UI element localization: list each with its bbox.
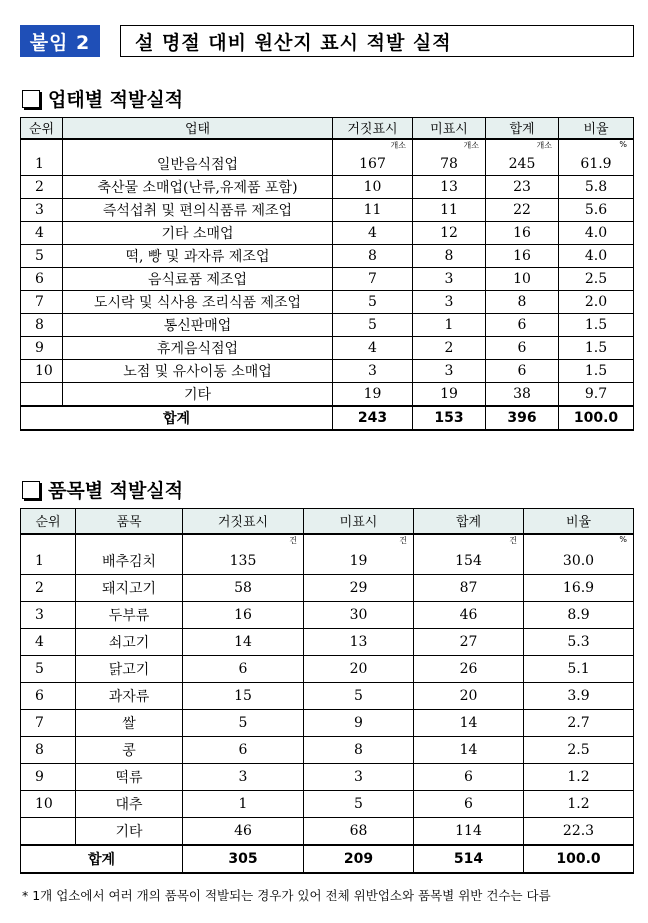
rank-cell: 8 <box>21 314 63 337</box>
unlabeled-cell: 1 <box>413 314 486 337</box>
category-cell: 콩 <box>76 737 183 764</box>
total-cell: 14 <box>414 710 524 737</box>
category-cell: 휴게음식점업 <box>63 337 333 360</box>
ratio-cell: 1.5 <box>559 337 634 360</box>
rank-cell: 6 <box>21 268 63 291</box>
unit-label: % <box>559 139 634 153</box>
table-row <box>21 176 634 199</box>
rank-cell <box>21 818 76 845</box>
total-row <box>21 406 634 430</box>
category-cell: 통신판매업 <box>63 314 333 337</box>
unlabeled-cell: 9 <box>304 710 414 737</box>
category-cell: 일반음식점업 <box>63 153 333 176</box>
category-cell: 두부류 <box>76 602 183 629</box>
unlabeled-cell: 19 <box>304 548 414 575</box>
total-value: 396 <box>486 406 559 430</box>
total-cell: 6 <box>414 764 524 791</box>
false-label-cell: 10 <box>333 176 413 199</box>
unit-cell-empty <box>63 139 333 153</box>
unit-label: 개소 <box>333 139 413 153</box>
unlabeled-cell: 13 <box>413 176 486 199</box>
table-row <box>21 764 634 791</box>
category-cell: 쌀 <box>76 710 183 737</box>
total-value: 153 <box>413 406 486 430</box>
ratio-cell: 5.1 <box>524 656 634 683</box>
section1-heading <box>22 85 183 112</box>
ratio-cell: 4.0 <box>559 222 634 245</box>
rank-cell: 10 <box>21 791 76 818</box>
category-cell: 떡류 <box>76 764 183 791</box>
false-label-cell: 3 <box>183 764 304 791</box>
rank-cell: 6 <box>21 683 76 710</box>
total-cell: 245 <box>486 153 559 176</box>
table-row <box>21 291 634 314</box>
false-label-cell: 16 <box>183 602 304 629</box>
false-label-cell: 4 <box>333 222 413 245</box>
table-row <box>21 548 634 575</box>
false-label-cell: 7 <box>333 268 413 291</box>
attachment-badge: 붙임 2 <box>20 25 100 57</box>
column-header: 업태 <box>63 118 333 139</box>
ratio-cell: 1.5 <box>559 314 634 337</box>
ratio-cell: 9.7 <box>559 383 634 406</box>
unit-cell-empty <box>21 534 76 548</box>
ratio-cell: 1.5 <box>559 360 634 383</box>
unlabeled-cell: 2 <box>413 337 486 360</box>
total-cell: 26 <box>414 656 524 683</box>
ratio-cell: 5.3 <box>524 629 634 656</box>
rank-cell: 2 <box>21 575 76 602</box>
false-label-cell: 58 <box>183 575 304 602</box>
ratio-cell: 30.0 <box>524 548 634 575</box>
false-label-cell: 6 <box>183 737 304 764</box>
total-cell: 154 <box>414 548 524 575</box>
ratio-cell: 61.9 <box>559 153 634 176</box>
table-row <box>21 656 634 683</box>
false-label-cell: 5 <box>183 710 304 737</box>
category-cell: 음식료품 제조업 <box>63 268 333 291</box>
category-cell: 대추 <box>76 791 183 818</box>
total-value: 305 <box>183 845 304 873</box>
unlabeled-cell: 68 <box>304 818 414 845</box>
unlabeled-cell: 3 <box>413 268 486 291</box>
unit-label: 건 <box>304 534 414 548</box>
total-cell: 6 <box>414 791 524 818</box>
column-header: 순위 <box>21 118 63 139</box>
column-header: 거짓표시 <box>183 509 304 534</box>
false-label-cell: 3 <box>333 360 413 383</box>
table-row <box>21 737 634 764</box>
rank-cell: 4 <box>21 222 63 245</box>
unit-row <box>21 139 634 153</box>
total-cell: 27 <box>414 629 524 656</box>
section1-title: 업태별 적발실적 <box>48 89 184 111</box>
unlabeled-cell: 20 <box>304 656 414 683</box>
unlabeled-cell: 19 <box>413 383 486 406</box>
column-header: 미표시 <box>304 509 414 534</box>
table-row <box>21 710 634 737</box>
unlabeled-cell: 78 <box>413 153 486 176</box>
category-cell: 과자류 <box>76 683 183 710</box>
false-label-cell: 8 <box>333 245 413 268</box>
false-label-cell: 46 <box>183 818 304 845</box>
category-cell: 배추김치 <box>76 548 183 575</box>
column-header: 합계 <box>486 118 559 139</box>
unlabeled-cell: 8 <box>304 737 414 764</box>
category-cell: 기타 소매업 <box>63 222 333 245</box>
total-cell: 23 <box>486 176 559 199</box>
false-label-cell: 1 <box>183 791 304 818</box>
ratio-cell: 22.3 <box>524 818 634 845</box>
category-cell: 노점 및 유사이동 소매업 <box>63 360 333 383</box>
category-cell: 축산물 소매업(난류,유제품 포함) <box>63 176 333 199</box>
unlabeled-cell: 3 <box>413 360 486 383</box>
false-label-cell: 167 <box>333 153 413 176</box>
total-row <box>21 845 634 873</box>
table-row <box>21 683 634 710</box>
column-header: 거짓표시 <box>333 118 413 139</box>
ratio-cell: 1.2 <box>524 764 634 791</box>
document-header <box>20 25 634 57</box>
ratio-cell: 2.0 <box>559 291 634 314</box>
false-label-cell: 15 <box>183 683 304 710</box>
total-cell: 16 <box>486 245 559 268</box>
table-row <box>21 575 634 602</box>
document-title: 설 명절 대비 원산지 표시 적발 실적 <box>120 25 634 57</box>
unit-cell-empty <box>21 139 63 153</box>
table-row <box>21 337 634 360</box>
table-row <box>21 629 634 656</box>
unlabeled-cell: 29 <box>304 575 414 602</box>
total-cell: 46 <box>414 602 524 629</box>
unit-label: 개소 <box>413 139 486 153</box>
category-cell: 즉석섭취 및 편의식품류 제조업 <box>63 199 333 222</box>
false-label-cell: 11 <box>333 199 413 222</box>
ratio-cell: 5.8 <box>559 176 634 199</box>
table-row <box>21 268 634 291</box>
table-row <box>21 245 634 268</box>
category-cell: 떡, 빵 및 과자류 제조업 <box>63 245 333 268</box>
ratio-cell: 5.6 <box>559 199 634 222</box>
table-row <box>21 222 634 245</box>
total-cell: 38 <box>486 383 559 406</box>
column-header: 비율 <box>559 118 634 139</box>
category-cell: 기타 <box>76 818 183 845</box>
rank-cell: 1 <box>21 153 63 176</box>
ratio-cell: 16.9 <box>524 575 634 602</box>
total-cell: 87 <box>414 575 524 602</box>
column-header: 미표시 <box>413 118 486 139</box>
ratio-cell: 4.0 <box>559 245 634 268</box>
unit-cell-empty <box>76 534 183 548</box>
false-label-cell: 19 <box>333 383 413 406</box>
rank-cell: 3 <box>21 602 76 629</box>
rank-cell: 5 <box>21 656 76 683</box>
column-header: 비율 <box>524 509 634 534</box>
total-value: 209 <box>304 845 414 873</box>
total-value: 243 <box>333 406 413 430</box>
table-row <box>21 383 634 406</box>
unit-label: 건 <box>414 534 524 548</box>
rank-cell: 2 <box>21 176 63 199</box>
unlabeled-cell: 8 <box>413 245 486 268</box>
unlabeled-cell: 12 <box>413 222 486 245</box>
section2-title: 품목별 적발실적 <box>48 480 184 502</box>
section2-heading <box>22 476 183 503</box>
table-row <box>21 360 634 383</box>
column-header: 합계 <box>414 509 524 534</box>
unlabeled-cell: 5 <box>304 683 414 710</box>
rank-cell: 1 <box>21 548 76 575</box>
column-header: 순위 <box>21 509 76 534</box>
category-cell: 기타 <box>63 383 333 406</box>
total-cell: 10 <box>486 268 559 291</box>
total-cell: 6 <box>486 360 559 383</box>
rank-cell: 3 <box>21 199 63 222</box>
rank-cell: 9 <box>21 337 63 360</box>
total-value: 100.0 <box>559 406 634 430</box>
ratio-cell: 2.7 <box>524 710 634 737</box>
total-cell: 20 <box>414 683 524 710</box>
rank-cell: 8 <box>21 737 76 764</box>
unit-row <box>21 534 634 548</box>
table-row <box>21 153 634 176</box>
unlabeled-cell: 11 <box>413 199 486 222</box>
footnote: * 1개 업소에서 여러 개의 품목이 적발되는 경우가 있어 전체 위반업소와 품목별 위반 건수는 다름 <box>22 888 551 903</box>
rank-cell: 7 <box>21 710 76 737</box>
total-value: 514 <box>414 845 524 873</box>
false-label-cell: 135 <box>183 548 304 575</box>
false-label-cell: 6 <box>183 656 304 683</box>
ratio-cell: 2.5 <box>559 268 634 291</box>
unit-label: % <box>524 534 634 548</box>
total-cell: 14 <box>414 737 524 764</box>
total-cell: 6 <box>486 314 559 337</box>
false-label-cell: 14 <box>183 629 304 656</box>
ratio-cell: 8.9 <box>524 602 634 629</box>
item-type-table <box>20 508 634 874</box>
total-cell: 22 <box>486 199 559 222</box>
business-type-table <box>20 117 634 431</box>
unlabeled-cell: 3 <box>304 764 414 791</box>
total-cell: 16 <box>486 222 559 245</box>
table-row <box>21 314 634 337</box>
unlabeled-cell: 30 <box>304 602 414 629</box>
column-header: 품목 <box>76 509 183 534</box>
total-value: 100.0 <box>524 845 634 873</box>
total-cell: 6 <box>486 337 559 360</box>
total-cell: 8 <box>486 291 559 314</box>
table-row <box>21 791 634 818</box>
rank-cell: 5 <box>21 245 63 268</box>
ratio-cell: 1.2 <box>524 791 634 818</box>
checkbox-square-icon <box>22 90 40 108</box>
false-label-cell: 4 <box>333 337 413 360</box>
false-label-cell: 5 <box>333 314 413 337</box>
rank-cell <box>21 383 63 406</box>
unit-label: 건 <box>183 534 304 548</box>
total-cell: 114 <box>414 818 524 845</box>
category-cell: 쇠고기 <box>76 629 183 656</box>
unit-label: 개소 <box>486 139 559 153</box>
rank-cell: 7 <box>21 291 63 314</box>
table-row <box>21 818 634 845</box>
table-row <box>21 602 634 629</box>
total-label: 합계 <box>21 845 183 873</box>
rank-cell: 4 <box>21 629 76 656</box>
total-label: 합계 <box>21 406 333 430</box>
table-row <box>21 199 634 222</box>
rank-cell: 9 <box>21 764 76 791</box>
checkbox-square-icon <box>22 481 40 499</box>
rank-cell: 10 <box>21 360 63 383</box>
category-cell: 도시락 및 식사용 조리식품 제조업 <box>63 291 333 314</box>
unlabeled-cell: 3 <box>413 291 486 314</box>
false-label-cell: 5 <box>333 291 413 314</box>
ratio-cell: 3.9 <box>524 683 634 710</box>
category-cell: 닭고기 <box>76 656 183 683</box>
category-cell: 돼지고기 <box>76 575 183 602</box>
unlabeled-cell: 5 <box>304 791 414 818</box>
unlabeled-cell: 13 <box>304 629 414 656</box>
ratio-cell: 2.5 <box>524 737 634 764</box>
